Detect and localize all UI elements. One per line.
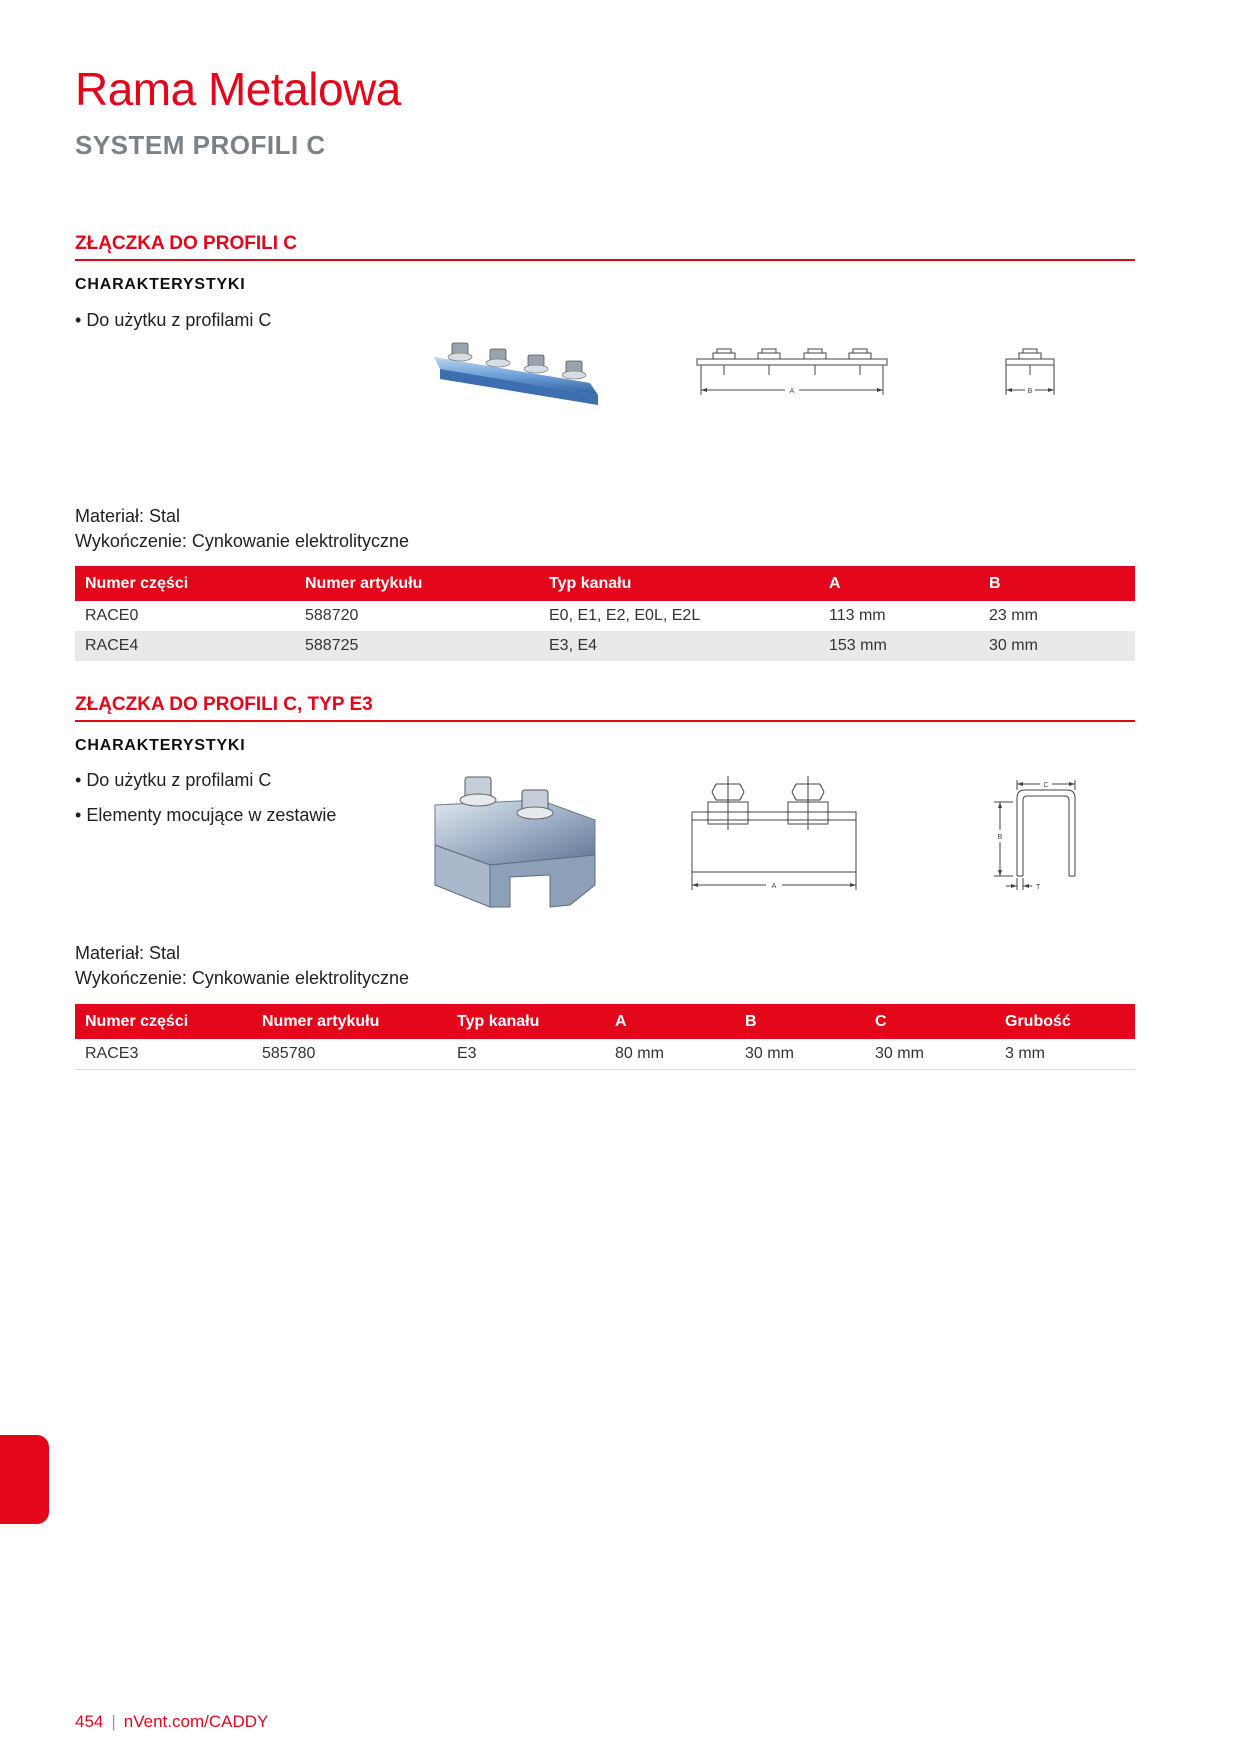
section1-characteristics-label: CHARAKTERYSTYKI <box>75 276 246 293</box>
section2-finish-text: Wykończenie: Cynkowanie elektrolityczne <box>75 968 409 988</box>
table-cell: 30 mm <box>735 1039 865 1070</box>
dimension-c-label: C <box>1043 782 1049 789</box>
table-header-cell: A <box>819 566 979 601</box>
table-header-cell: A <box>605 1004 735 1039</box>
table-cell: 153 mm <box>819 631 979 661</box>
e3-connector-photo <box>430 765 605 910</box>
table-header-row <box>75 1004 1135 1039</box>
dimension-a-label: A <box>789 388 795 395</box>
table-header-cell: B <box>735 1004 865 1039</box>
section1-finish-text: Wykończenie: Cynkowanie elektrolityczne <box>75 531 409 551</box>
table-cell: 80 mm <box>605 1039 735 1070</box>
e3-side-drawing <box>680 770 860 895</box>
table-header-cell: Typ kanału <box>447 1004 605 1039</box>
section2-material <box>75 941 409 991</box>
section1-bullet-text: Do użytku z profilami C <box>86 310 272 330</box>
table-header-cell: Numer artykułu <box>295 566 539 601</box>
table-cell: 23 mm <box>989 607 1038 624</box>
page-title: Rama Metalowa <box>75 63 401 115</box>
connector-end-drawing <box>1000 345 1060 405</box>
section2-characteristics-label: CHARAKTERYSTYKI <box>75 737 246 754</box>
footer-separator: | <box>111 1712 116 1731</box>
table-row <box>75 601 1135 631</box>
footer-site-link[interactable]: nVent.com/CADDY <box>123 1712 269 1731</box>
table-cell: RACE4 <box>75 631 295 661</box>
table-header-cell: Numer części <box>75 566 295 601</box>
table-cell: 588725 <box>295 631 539 661</box>
side-tab <box>0 1435 49 1524</box>
table-header-cell: Typ kanału <box>539 566 819 601</box>
table-cell: E3 <box>447 1039 605 1070</box>
table-header-cell: B <box>979 566 1135 601</box>
table-cell: RACE3 <box>75 1039 252 1070</box>
table-row <box>75 631 1135 661</box>
table-cell: 30 mm <box>865 1039 995 1070</box>
table-header-row <box>75 566 1135 601</box>
footer <box>75 1712 268 1732</box>
dimension-b-label: B <box>1027 388 1033 395</box>
section2-bullet-text: Elementy mocujące w zestawie <box>86 805 337 825</box>
table-header-cell: Numer części <box>75 1004 252 1039</box>
table-cell: RACE0 <box>85 607 139 624</box>
section1-table <box>75 566 1135 661</box>
dimension-a-label: A <box>771 883 777 890</box>
dimension-b-label: B <box>997 834 1003 841</box>
section1-material-text: Materiał: Stal <box>75 506 181 526</box>
page-subtitle: SYSTEM PROFILI C <box>75 130 326 160</box>
table-cell: 30 mm <box>979 631 1135 661</box>
table-cell: 588720 <box>305 607 359 624</box>
section2-bullet: • Elementy mocujące w zestawie <box>75 805 337 825</box>
section2-material-text: Materiał: Stal <box>75 943 181 963</box>
section2-bullet: • Do użytku z profilami C <box>75 770 272 790</box>
section1-heading: ZŁĄCZKA DO PROFILI C <box>75 233 1135 261</box>
table-cell: E3, E4 <box>539 631 819 661</box>
section1-material <box>75 504 409 554</box>
table-header-cell: Numer artykułu <box>252 1004 447 1039</box>
section2-bullet-text: Do użytku z profilami C <box>86 770 272 790</box>
table-cell: E0, E1, E2, E0L, E2L <box>549 607 701 624</box>
connector-photo <box>430 335 605 415</box>
section2-table <box>75 1004 1135 1070</box>
table-cell: 585780 <box>252 1039 447 1070</box>
page-number: 454 <box>75 1712 104 1731</box>
table-row <box>75 1039 1135 1070</box>
table-header-cell: C <box>865 1004 995 1039</box>
section2-heading: ZŁĄCZKA DO PROFILI C, TYP E3 <box>75 694 1135 722</box>
connector-side-drawing <box>695 345 895 405</box>
section1-bullet: • Do użytku z profilami C <box>75 310 272 330</box>
e3-end-drawing <box>980 778 1090 900</box>
dimension-t-label: T <box>1036 884 1041 891</box>
table-cell: 113 mm <box>829 607 886 624</box>
table-cell: 3 mm <box>995 1039 1135 1070</box>
table-header-cell: Grubość <box>995 1004 1135 1039</box>
